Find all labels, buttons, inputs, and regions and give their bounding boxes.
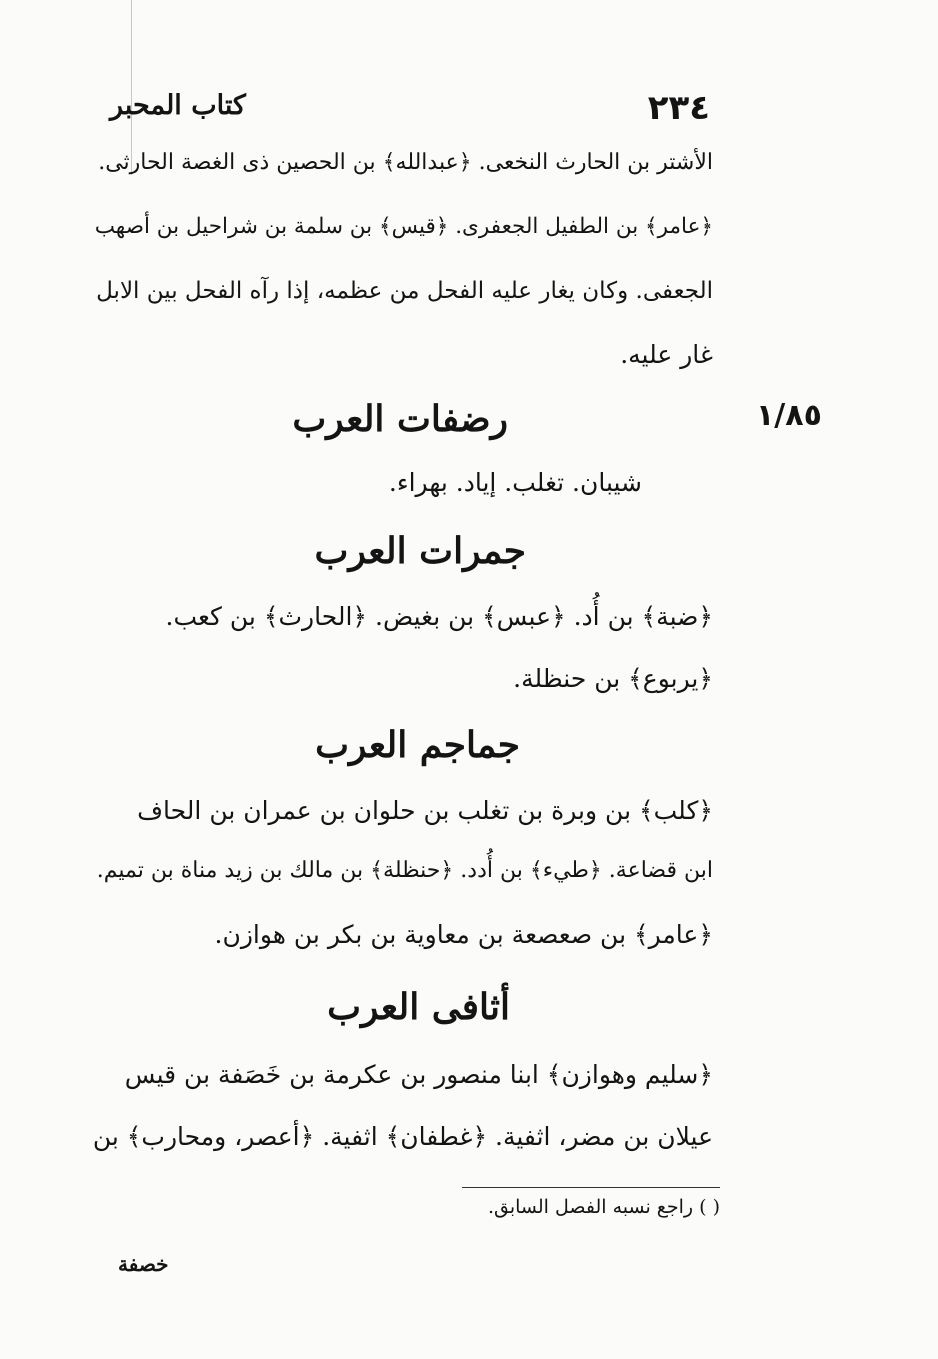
text-line: غار عليه. [620,340,713,369]
text-line: الأشتر بن الحارث النخعى. ﴿عبدالله﴾ بن الحصين ذى الغصة الحارثى. [98,150,713,175]
text-line: ﴿سليم وهوازن﴾ ابنا منصور بن عكرمة بن خَصَفة بن قيس [124,1060,713,1089]
running-title: كتاب المحبر [110,90,246,121]
section-heading: رضفات العرب [292,398,508,440]
text-line: شيبان. تغلب. إياد. بهراء. [388,468,642,497]
text-line: الجعفى. وكان يغار عليه الفحل من عظمه، إذا رآه الفحل بين الابل [96,278,713,304]
text-line: ﴿يربوع﴾ بن حنظلة. [513,664,713,693]
page-header [100,88,710,138]
text-line: ﴿كلب﴾ بن وبرة بن تغلب بن حلوان بن عمران بن الحاف [137,796,713,825]
text-line: ﴿عامر﴾ بن الطفيل الجعفرى. ﴿قيس﴾ بن سلمة بن شراحيل بن أصهب [94,214,713,239]
footnote: ( ) راجع نسبه الفصل السابق. [487,1196,720,1218]
page-number: ٢٣٤ [647,88,710,128]
section-heading: جمرات العرب [314,530,526,572]
section-heading: جماجم العرب [315,724,520,766]
margin-note: ١/٨٥ [756,398,822,433]
text-line: ﴿عامر﴾ بن صعصعة بن معاوية بن بكر بن هوازن. [214,920,713,949]
text-line: ﴿ضبة﴾ بن أُد. ﴿عبس﴾ بن بغيض. ﴿الحارث﴾ بن كعب. [165,602,713,631]
text-line: ابن قضاعة. ﴿طيء﴾ بن أُدد. ﴿حنظلة﴾ بن مالك بن زيد مناة بن تميم. [96,858,713,883]
footnote-rule [462,1187,720,1188]
section-heading: أثافى العرب [327,986,510,1028]
text-line: عيلان بن مضر، اثفية. ﴿غطفان﴾ اثفية. ﴿أعصر، ومحارب﴾ بن [92,1122,713,1151]
catchword: خصفة [118,1252,169,1276]
